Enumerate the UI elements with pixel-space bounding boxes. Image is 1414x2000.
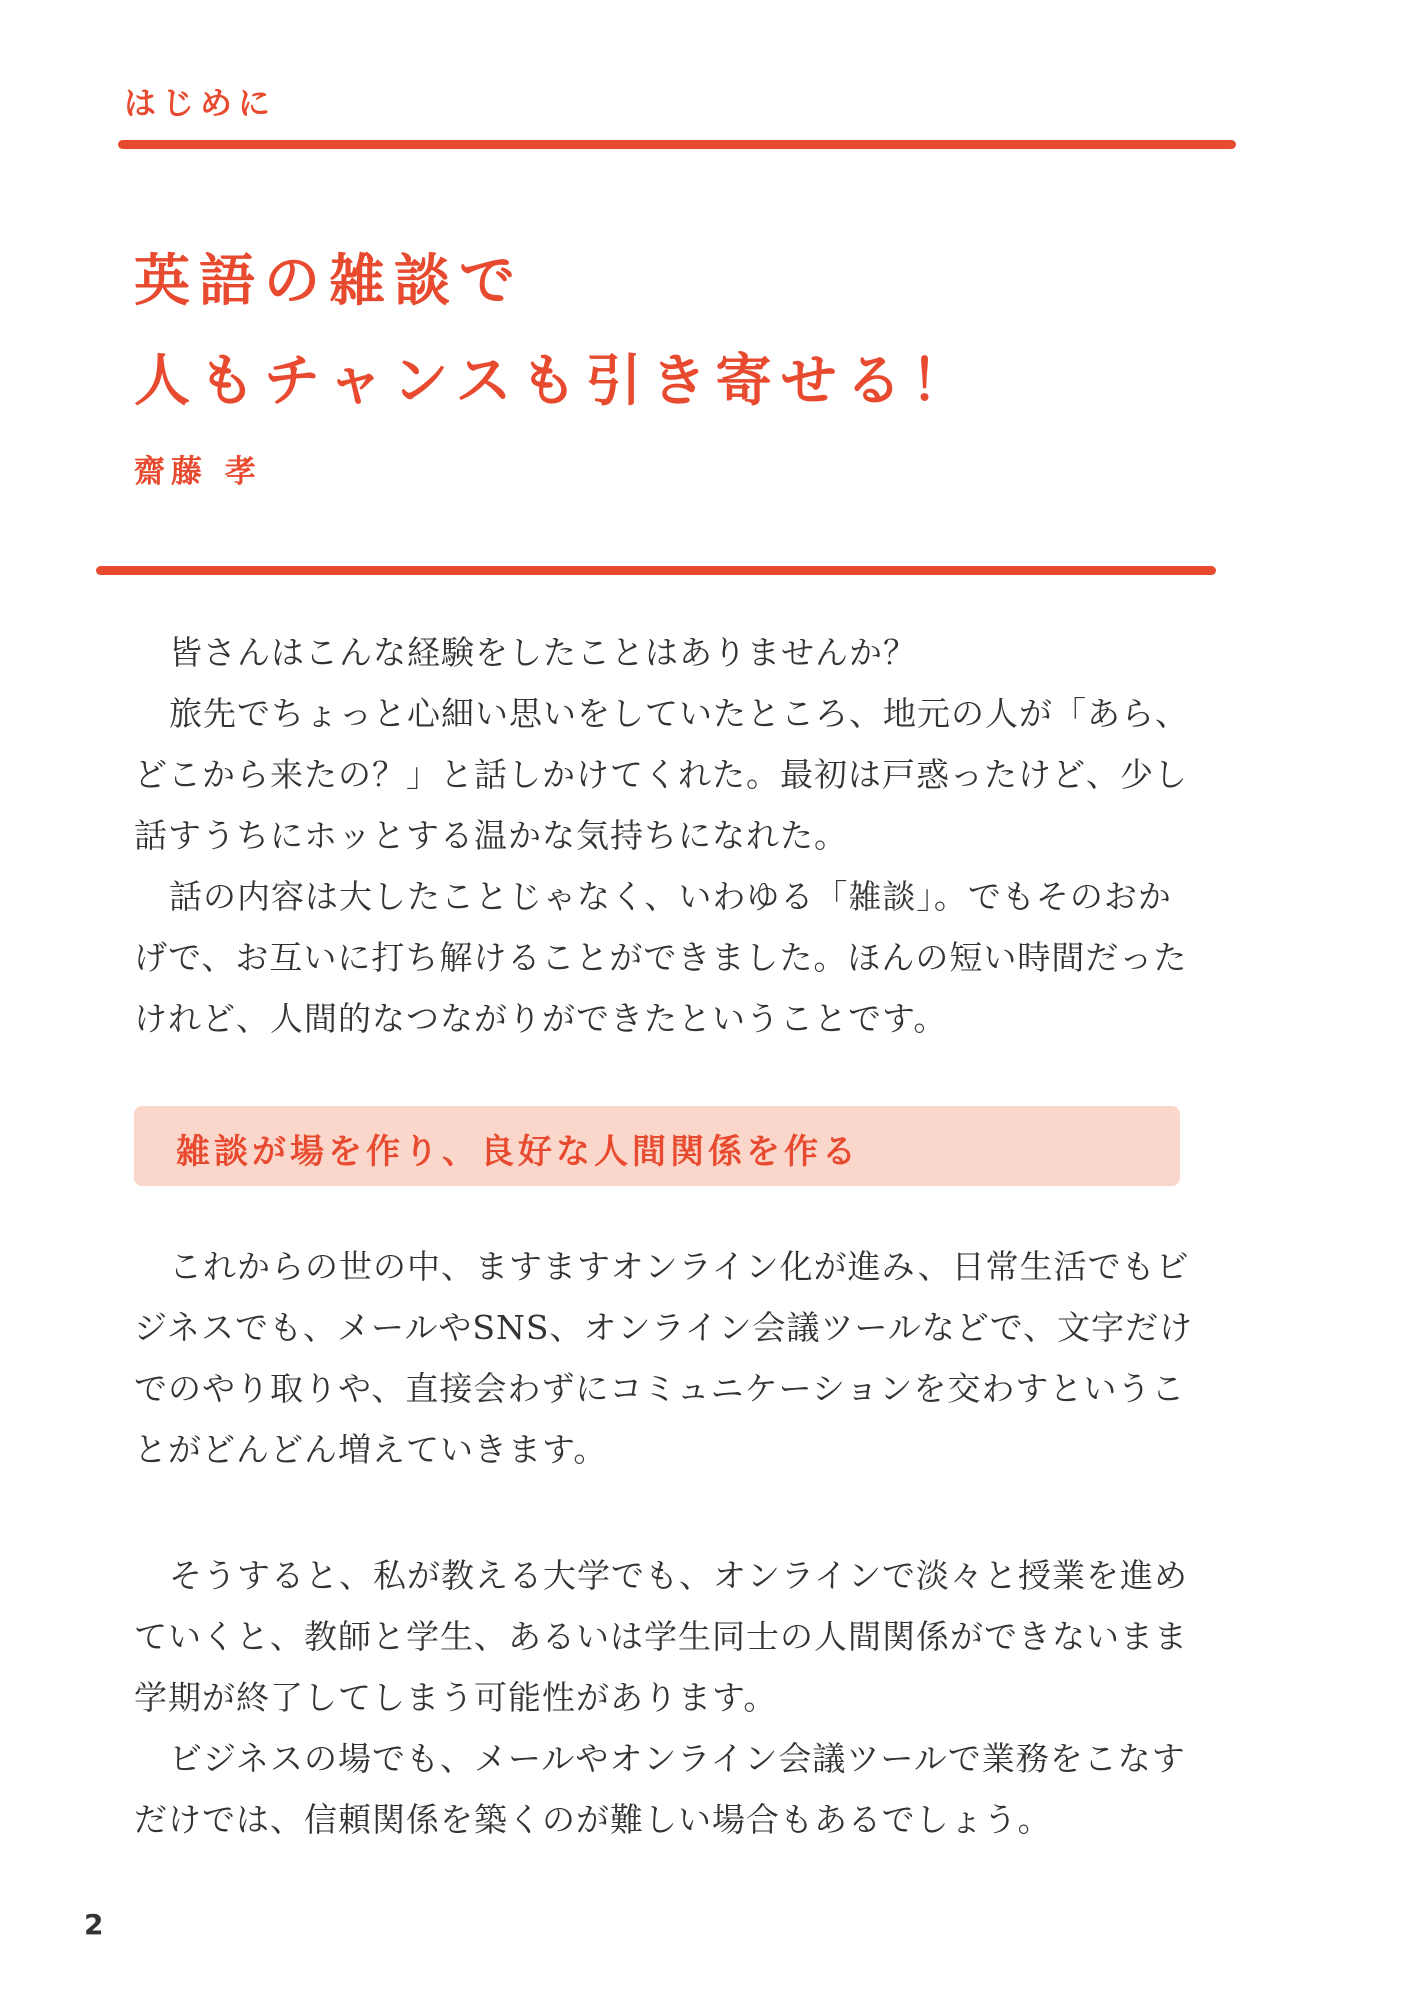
campus-paragraph-1: そうすると、私が教える大学でも、オンラインで淡々と授業を進めていくと、教師と学生、あるいは学生同士の人間関係ができないまま学期が終了してしまう可能性があります。 [134,1556,1189,1717]
campus-paragraph-2: ビジネスの場でも、メールやオンライン会議ツールで業務をこなすだけでは、信頼関係を築くのが難しい場合もあるでしょう。 [134,1739,1186,1839]
intro-paragraph-1: 皆さんはこんな経験をしたことはありませんか？ [169,633,917,672]
online-text-block [134,1236,1194,1480]
author-name: 齋藤 孝 [134,454,262,490]
top-divider [118,140,1236,149]
campus-text-block [134,1545,1194,1850]
page-title [134,232,976,432]
intro-text-block [134,622,1194,1049]
middle-divider [96,566,1216,575]
title-line-1: 英語の雑談で [134,249,524,314]
section-heading: 雑談が場を作り、良好な人間関係を作る [176,1132,860,1172]
intro-paragraph-2: 旅先でちょっと心細い思いをしていたところ、地元の人が「あら、どこから来たの？」と話しかけてくれた。最初は戸惑ったけど、少し話すうちにホッとする温かな気持ちになれた。 [134,694,1189,855]
title-line-2: 人もチャンスも引き寄せる！ [134,349,976,414]
section-label: はじめに [124,84,277,122]
intro-paragraph-3: 話の内容は大したことじゃなく、いわゆる「雑談」。でもそのおかげで、お互いに打ち解けることができました。ほんの短い時間だったけれど、人間的なつながりができたということです。 [134,877,1188,1038]
section-heading-banner [134,1106,1180,1186]
online-paragraph-1: これからの世の中、ますますオンライン化が進み、日常生活でもビジネスでも、メールやSNS、オンライン会議ツールなどで、文字だけでのやり取りや、直接会わずにコミュニケーションを交わすということがどんどん増えていきます。 [134,1247,1194,1469]
page-number: 2 [84,1908,104,1941]
